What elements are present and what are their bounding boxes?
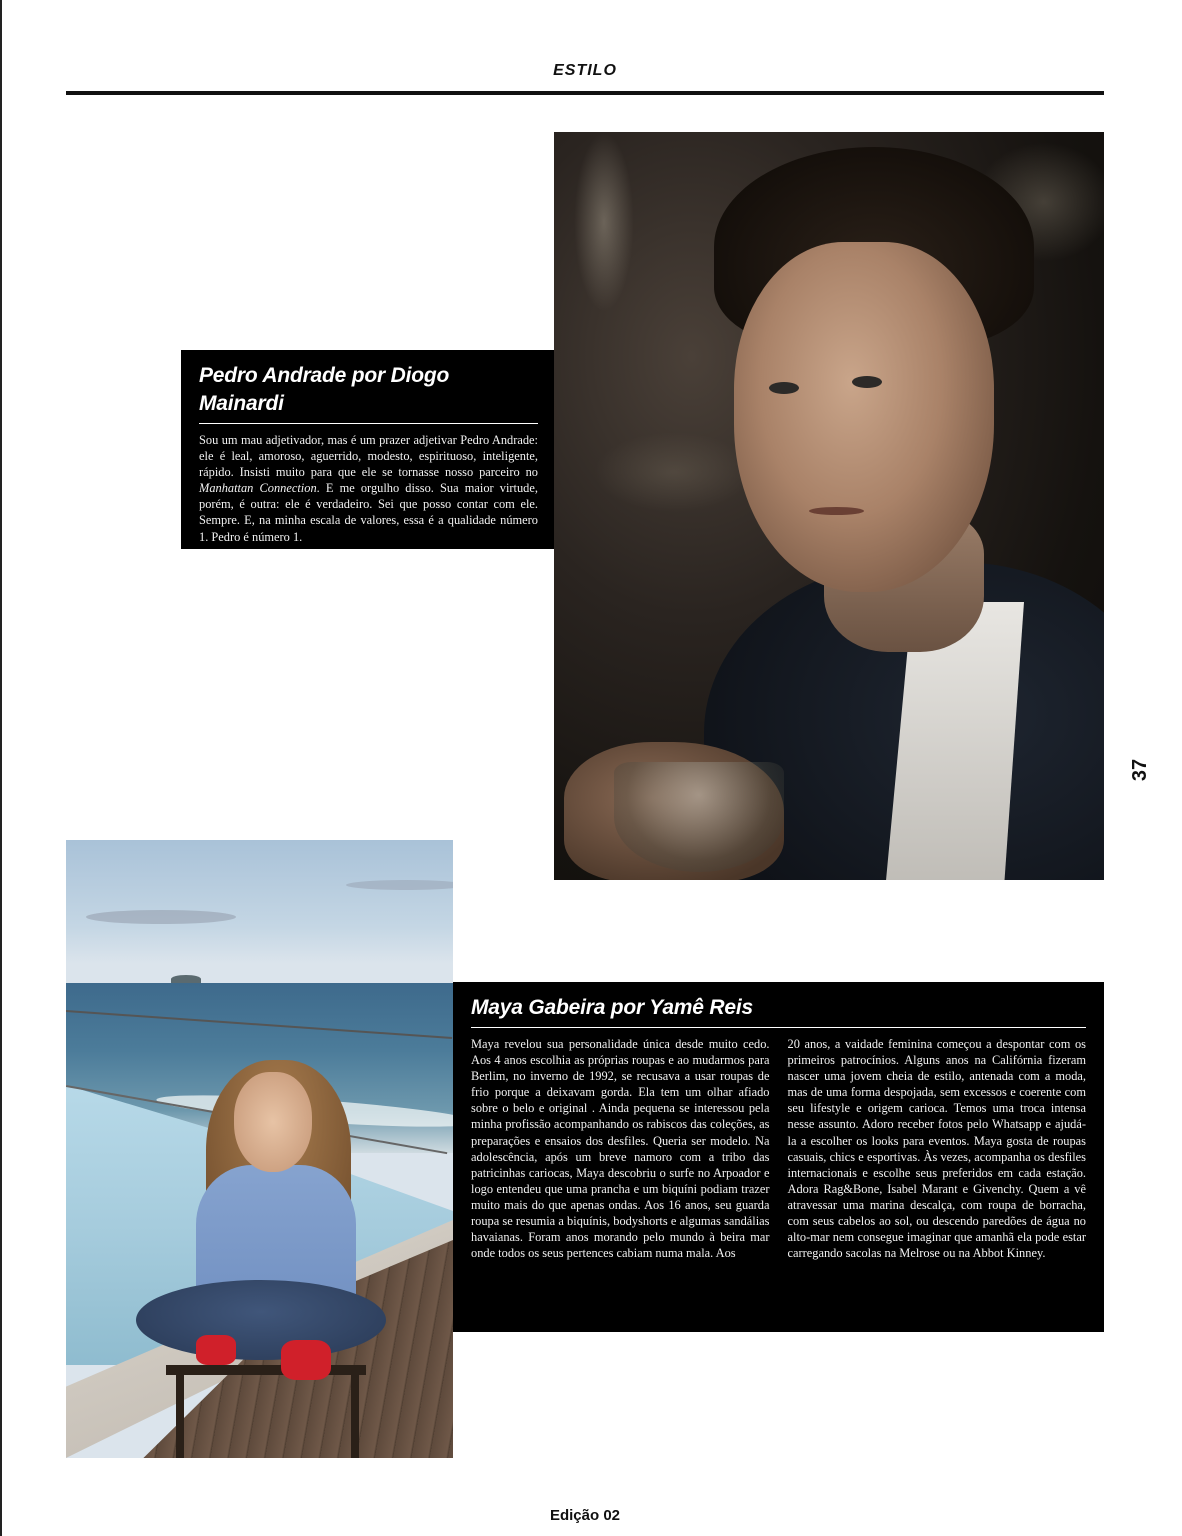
pedro-andrade-photo bbox=[554, 132, 1104, 880]
page-number: 37 bbox=[1129, 758, 1151, 782]
title-rule bbox=[199, 423, 538, 424]
photo-bokeh bbox=[574, 132, 634, 312]
section-label: ESTILO bbox=[553, 62, 617, 79]
photo-glass bbox=[614, 762, 784, 872]
title-rule bbox=[471, 1027, 1086, 1028]
maya-text-box bbox=[453, 982, 1104, 1332]
maya-column-2: 20 anos, a vaidade feminina começou a despontar com os primeiros patrocínios. Alguns anos na Califórnia fizeram nascer uma jovem cheia de estilo, antenada com a moda, mas de uma forma despojada, sem excessos e coerente com seu lifestyle e origem carioca. Temos uma troca intensa nesse assunto. Adoro receber fotos pelo Whatsapp e ajudá-la a escolher os looks para eventos. Maya gosta de roupas casuais, chics e esportivas. Às vezes, acompanha os desfiles internacionais e escolhe seus preferidos em cada estação. Adora Rag&Bone, Isabel Marant e Givenchy. Quem a vê atravessar uma marina descalça, com roupa de borracha, com seus cabelos ao sol, ou descendo paredões de água no alto-mar nem consegue imaginar que amanhã ela pode estar carregando sacolas na Melrose ou na Abbot Kinney. bbox=[787, 1037, 1086, 1261]
pedro-body-italic: Manhattan Connection bbox=[199, 481, 317, 496]
maya-box-title: Maya Gabeira por Yamê Reis bbox=[471, 996, 753, 1019]
photo-face bbox=[234, 1072, 312, 1172]
page-edge bbox=[0, 0, 2, 1536]
pedro-body-text: . E me orgulho disso. Sua maior virtude, porém, é outra: ele é verdadeiro. Sei que posso contar com ele. Sempre. E, na minha escala de valores, essa é a qualidade número 1. Pedro é número 1. bbox=[199, 481, 538, 544]
photo-face bbox=[734, 242, 994, 592]
photo-shoe bbox=[196, 1335, 236, 1365]
photo-eye bbox=[769, 382, 799, 394]
photo-shoe bbox=[281, 1340, 331, 1380]
photo-mouth bbox=[809, 507, 864, 515]
maya-gabeira-photo bbox=[66, 840, 453, 1458]
photo-stool-leg bbox=[351, 1375, 359, 1458]
photo-bokeh bbox=[594, 432, 754, 512]
photo-jeans bbox=[136, 1280, 386, 1360]
photo-cloud bbox=[346, 880, 453, 890]
pedro-box-title: Pedro Andrade por Diogo Mainardi bbox=[199, 364, 450, 415]
maya-column-1: Maya revelou sua personalidade única desde muito cedo. Aos 4 anos escolhia as próprias roupas e ao mudarmos para Berlim, no inverno de 1992, se recusava a usar roupas de frio porque a deixavam gorda. Ela tem um olhar afiado sobre o belo e original . Ainda pequena se interessou pela minha profissão acompanhando os rabiscos das coleções, as preparações e ensaios dos desfiles. Queria ser modelo. Na adolescência, após um breve namoro com a tribo das patricinhas cariocas, Maya descobriu o surfe no Arpoador e logo entendeu que uma prancha e um biquíni podiam trazer muito mais do que apenas ondas. Aos 16 anos, seu guarda roupa se resumia a biquínis, bodyshorts e algumas sandálias havaianas. Foram anos morando pelo mundo à beira mar onde todos os seus pertences cabiam numa mala. Aos bbox=[471, 1037, 770, 1261]
photo-stool bbox=[166, 1365, 366, 1458]
pedro-body-text: Sou um mau adjetivador, mas é um prazer adjetivar Pedro Andrade: ele é leal, amoroso, aguerrido, modesto, espirituoso, inteligente, rápido. Insisti muito para que ele se tornasse nosso parceiro no bbox=[199, 433, 538, 480]
pedro-text-box bbox=[181, 350, 554, 549]
photo-eye bbox=[852, 376, 882, 388]
edition-footer: Edição 02 bbox=[549, 1507, 621, 1524]
photo-island bbox=[171, 975, 201, 983]
photo-cloud bbox=[86, 910, 236, 924]
pedro-box-body bbox=[199, 432, 538, 545]
photo-stool-leg bbox=[176, 1375, 184, 1458]
maya-text-columns bbox=[471, 1036, 1086, 1261]
header-rule bbox=[66, 91, 1104, 95]
